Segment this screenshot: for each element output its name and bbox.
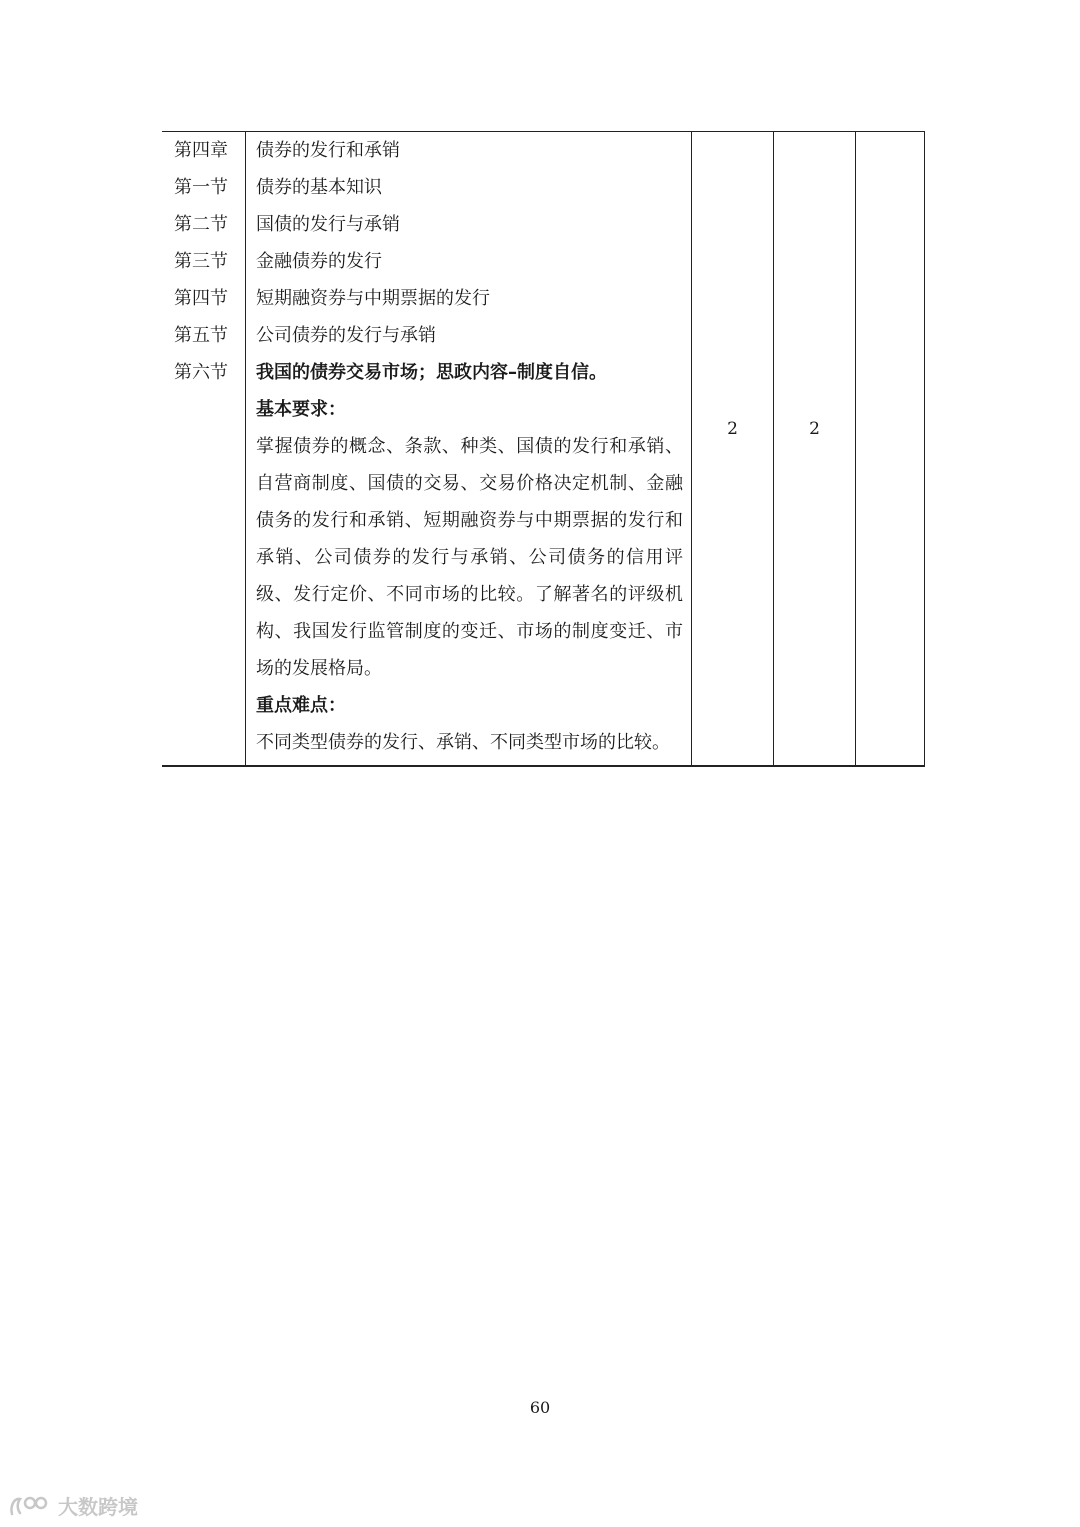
chapter-column: [162, 132, 246, 767]
content-column: [246, 132, 692, 767]
section-title-six: [256, 354, 683, 391]
watermark: [8, 1491, 138, 1520]
hours-column-1: [692, 132, 774, 767]
hours-column-2: [774, 132, 856, 767]
chapter-title: 债券的发行和承销: [256, 140, 400, 161]
section-label: 第五节: [174, 325, 228, 346]
content-cell: [246, 132, 691, 765]
section-title: 公司债券的发行与承销: [256, 325, 436, 346]
section-label: 第二节: [174, 214, 228, 235]
section-label: 第六节: [174, 362, 228, 383]
ideology-content: 思政内容–制度自信。: [436, 362, 607, 383]
section-title: 债券的基本知识: [256, 177, 382, 198]
hours-value-1: 2: [727, 418, 738, 439]
section-label: 第三节: [174, 251, 228, 272]
section-label: 第四节: [174, 288, 228, 309]
key-points-heading: 重点难点：: [256, 695, 346, 716]
remarks-column: [856, 132, 925, 767]
key-points-text: 不同类型债券的发行、承销、不同类型市场的比较。: [256, 732, 670, 753]
chapter-label: 第四章: [174, 140, 228, 161]
basic-requirements-text: 掌握债券的概念、条款、种类、国债的发行和承销、自营商制度、国债的交易、交易价格决定机制、金融债务的发行和承销、短期融资券与中期票据的发行和承销、公司债券的发行与承销、公司债务的信用评级、发行定价、不同市场的比较。了解著名的评级机构、我国发行监管制度的变迁、市场的制度变迁、市场的发展格局。: [256, 436, 683, 679]
table-row: [162, 132, 925, 767]
course-table: [162, 131, 925, 767]
page-number: 60: [529, 1398, 551, 1417]
chapter-list: [162, 132, 245, 391]
hours-value-2: 2: [809, 418, 820, 439]
section-title: 国债的发行与承销: [256, 214, 400, 235]
section-title: 金融债券的发行: [256, 251, 382, 272]
watermark-text: 大数跨境: [58, 1495, 138, 1519]
brand-logo-icon: [8, 1494, 52, 1518]
section-six-normal: 我国的债券交易市场；: [256, 362, 436, 383]
section-label: 第一节: [174, 177, 228, 198]
basic-requirements-heading: 基本要求：: [256, 399, 346, 420]
section-title: 短期融资券与中期票据的发行: [256, 288, 490, 309]
